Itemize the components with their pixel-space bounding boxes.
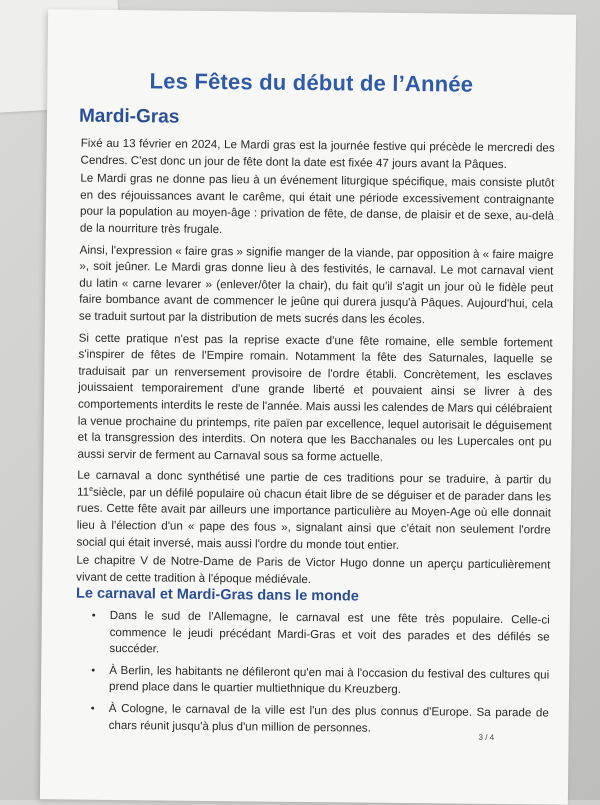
list-item-text: À Berlin, les habitants ne défileront qu'en mai à l'occasion du festival des cultures qui prend place dans le quartier multiethnique du Kreuzberg. <box>108 663 550 697</box>
paragraph-part: siècle, par un défilé populaire où chacun était libre de se déguiser et de parader dans les rues. Cette fête avait par ailleurs une importance particulière au Moyen-Age où elle donnait lieu à l'élection d'un « pape des fous », signalant ainsi que c'était non seulement l'ordre social qui était inversé, mais aussi l'ordre du monde tout entier. <box>76 485 552 552</box>
section-subheading: Le carnaval et Mardi-Gras dans le monde <box>75 585 359 605</box>
section-heading-mardi-gras: Mardi-Gras <box>78 105 180 128</box>
body-text <box>76 136 555 596</box>
paragraph: Si cette pratique n'est pas la reprise exacte d'une fête romaine, elle semble fortement s'inspirer de fêtes de l'Empire romain. Notamment la fête des Saturnales, laquelle se traduisait par un renversement provisoire de l'ordre établi. Concrètement, les esclaves jouissaient temporairement d'une grande liberté et pouvaient ainsi se livrer à des comportements interdits le reste de l'année. Mais aussi les calendes de Mars qui célébraient la venue prochaine du printemps, rite païen par excellence, lequel autorisait le déguisement et la transgression des interdits. On notera que les Bacchanales ou les Lupercales ont pu aussi servir de ferment au Carnaval sous sa forme actuelle. <box>77 331 553 464</box>
bullet-icon: • <box>91 609 96 622</box>
page-title: Les Fêtes du début de l’Année <box>149 68 474 97</box>
list-item-text: À Cologne, le carnaval de la ville est l'un des plus connus d'Europe. Sa parade de chars réunit jusqu'à plus d'un million de personnes. <box>108 701 549 735</box>
paragraph: Ainsi, l'expression « faire gras » signifie manger de la viande, par opposition à « faire maigre », soit jeûner. Le Mardi gras donne lieu à des festivités, le carnaval. Le mot carnaval vient du latin « carne levarer » (enlever/ôter la chair), du fait qu'il s'agit un jour où le fidèle peut faire bombance avant de commencer le jeûne qui durera jusqu'à Pâques. Aujourd'hui, cela se traduit surtout par la distribution de mets sucrés dans les écoles. <box>78 243 554 327</box>
bullet-icon: • <box>90 702 95 715</box>
document-page <box>40 9 576 804</box>
list-item <box>75 662 549 700</box>
paragraph: Le chapitre V de Notre-Dame de Paris de Victor Hugo donne un aperçu particulièrement vivant de cette tradition à l'époque médiévale. <box>76 553 551 586</box>
paragraph: Fixé au 13 février en 2024, Le Mardi gras est la journée festive qui précède le mercredi des Cendres. C'est donc un jour de fête dont la date est fixée 47 jours avant la Pâques. <box>80 136 555 171</box>
paragraph-part: Le carnaval a donc synthétisé une partie de ces traditions pour se traduire, à partir du 11 <box>77 468 552 499</box>
list-item <box>75 608 549 663</box>
paragraph: Le Mardi gras ne donne pas lieu à un événement liturgique spécifique, mais consiste plutôt en des réjouissances avant le carême, qui était une période excessivement contraignante pour la population au moyen-âge : privation de fête, de danse, de plaisir et de sexe, au-delà de la nourriture très frugale. <box>79 171 555 237</box>
page-number: 3 / 4 <box>478 732 495 742</box>
paragraph <box>76 468 551 556</box>
superscript: e <box>89 485 94 493</box>
bullet-list <box>75 608 550 744</box>
list-item-text: Dans le sud de l'Allemagne, le carnaval est une fête très populaire. Celle-ci commence le jeudi précédant Mardi-Gras et voit des parades et des défilés se succéder. <box>109 608 550 656</box>
bullet-icon: • <box>91 664 96 677</box>
